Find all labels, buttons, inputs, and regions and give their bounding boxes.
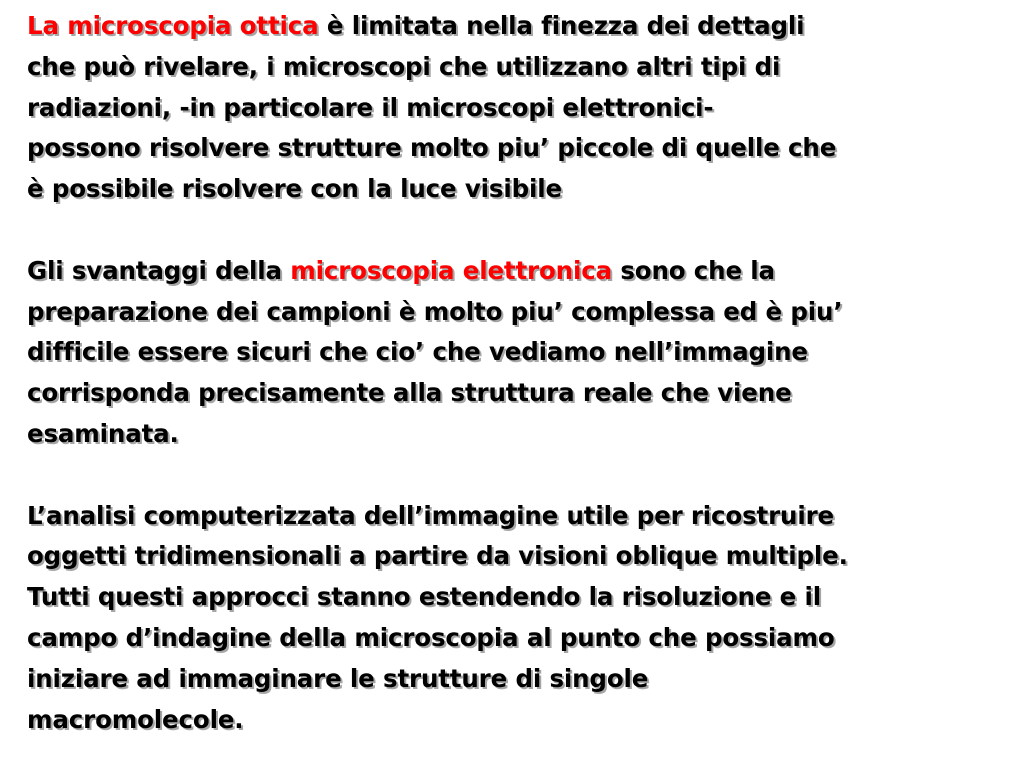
text-segment: è limitata nella finezza dei dettagli — [318, 11, 805, 40]
highlight-electron-microscopy: microscopia elettronica — [290, 255, 612, 285]
text-line: è possibile risolvere con la luce visibile — [27, 174, 562, 204]
text-line: preparazione dei campioni è molto piu’ complessa ed è piu’ — [27, 296, 843, 326]
paragraph-electron-microscopy — [27, 251, 1004, 455]
paragraph-optical-microscopy — [27, 6, 1004, 210]
text-line: corrisponda precisamente alla struttura reale che viene — [27, 378, 792, 408]
text-line: possono risolvere strutture molto piu’ piccole di quelle che — [27, 133, 837, 163]
text-segment: Gli svantaggi della — [27, 255, 291, 285]
text-line: oggetti tridimensionali a partire da visioni oblique multiple. — [27, 541, 848, 571]
text-line: L’analisi computerizzata dell’immagine utile per ricostruire — [27, 500, 834, 530]
paragraph-computer-analysis — [27, 496, 1004, 741]
text-line: radiazioni, -in particolare il microscopi elettronici- — [27, 92, 714, 122]
text-line — [27, 251, 1004, 292]
text-line — [27, 6, 1004, 47]
text-line: difficile essere sicuri che cio’ che vediamo nell’immagine — [27, 337, 808, 367]
text-line: esaminata. — [27, 418, 179, 448]
text-line: macromolecole. — [27, 704, 244, 734]
text-line: Tutti questi approcci stanno estendendo la risoluzione e il — [27, 582, 822, 612]
highlight-optical-microscopy: La microscopia ottica — [27, 11, 319, 40]
text-line: campo d’indagine della microscopia al punto che possiamo — [27, 622, 835, 652]
text-line: che può rivelare, i microscopi che utilizzano altri tipi di — [27, 51, 781, 81]
text-segment: sono che la — [611, 255, 775, 285]
text-line: iniziare ad immaginare le strutture di singole — [27, 663, 649, 693]
